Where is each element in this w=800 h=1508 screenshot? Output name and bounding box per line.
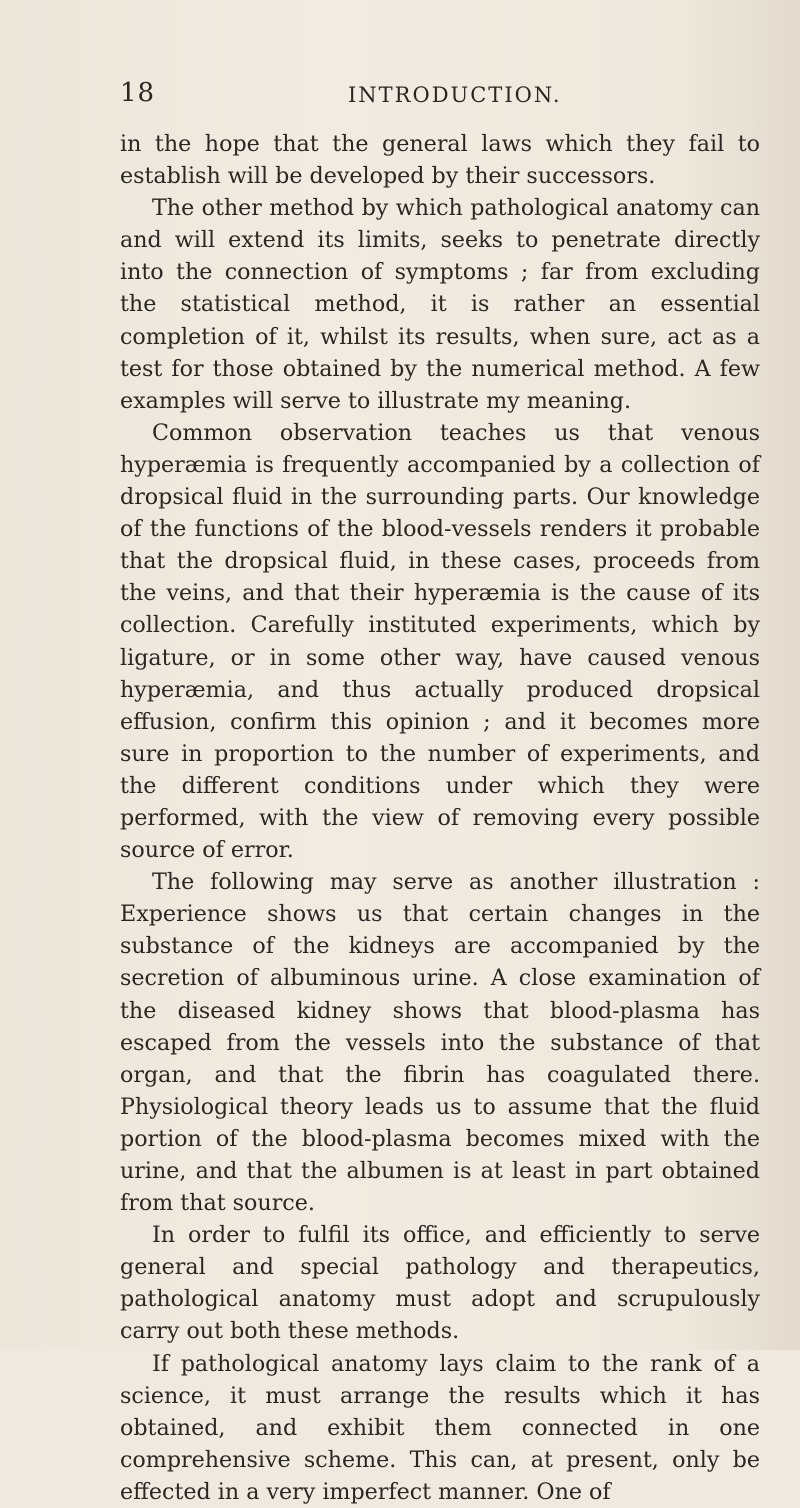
paragraph-3: Common observation teaches us that venous hyperæmia is frequently accompanied by a collection of dropsical fluid in the surrounding parts. Our knowledge of the functions of the blood-vessels renders it probable that the dropsical fluid, in these cases, proceeds from the veins, and that their hyperæmia is the cause of its collection. Carefully instituted experiments, which by ligature, or in some other way, have caused venous hyperæmia, and thus actually produced dropsical effusion, confirm this opinion ; and it becomes more sure in proportion to the number of experiments, and the different conditions under which they were performed, with the view of removing every possible source of error. xyxy=(120,419,760,864)
page-number: 18 xyxy=(120,78,156,108)
paragraph-2: The other method by which pathological anatomy can and will extend its limits, seeks to penetrate directly into the connection of symptoms ; far from excluding the statistical method, it is rather an essential completion of it, whilst its results, when sure, act as a test for those obtained by the numerical method. A few examples will serve to illustrate my meaning. xyxy=(120,195,760,414)
paragraph-6: If pathological anatomy lays claim to the rank of a science, it must arrange the results which it has obtained, and exhibit them connected in one comprehensive scheme. This can, at present, only be effected in a very imperfect manner. One of xyxy=(120,1350,760,1505)
page-header xyxy=(120,78,760,118)
body-text xyxy=(120,128,760,1508)
paragraph-4: The following may serve as another illustration : Experience shows us that certain changes in the substance of the kidneys are accompanied by the secretion of albuminous urine. A close examination of the diseased kidney shows that blood-plasma has escaped from the vessels into the substance of that organ, and that the fibrin has coagulated there. Physiological theory leads us to assume that the fluid portion of the blood-plasma becomes mixed with the urine, and that the albumen is at least in part obtained from that source. xyxy=(120,869,760,1217)
paragraph-1: in the hope that the general laws which they fail to establish will be developed by their successors. xyxy=(120,131,760,190)
running-head: INTRODUCTION. xyxy=(348,83,562,107)
paragraph-5: In order to fulfil its office, and efficiently to serve general and special pathology and therapeutics, pathological anatomy must adopt and scrupulously carry out both these methods. xyxy=(120,1222,760,1345)
